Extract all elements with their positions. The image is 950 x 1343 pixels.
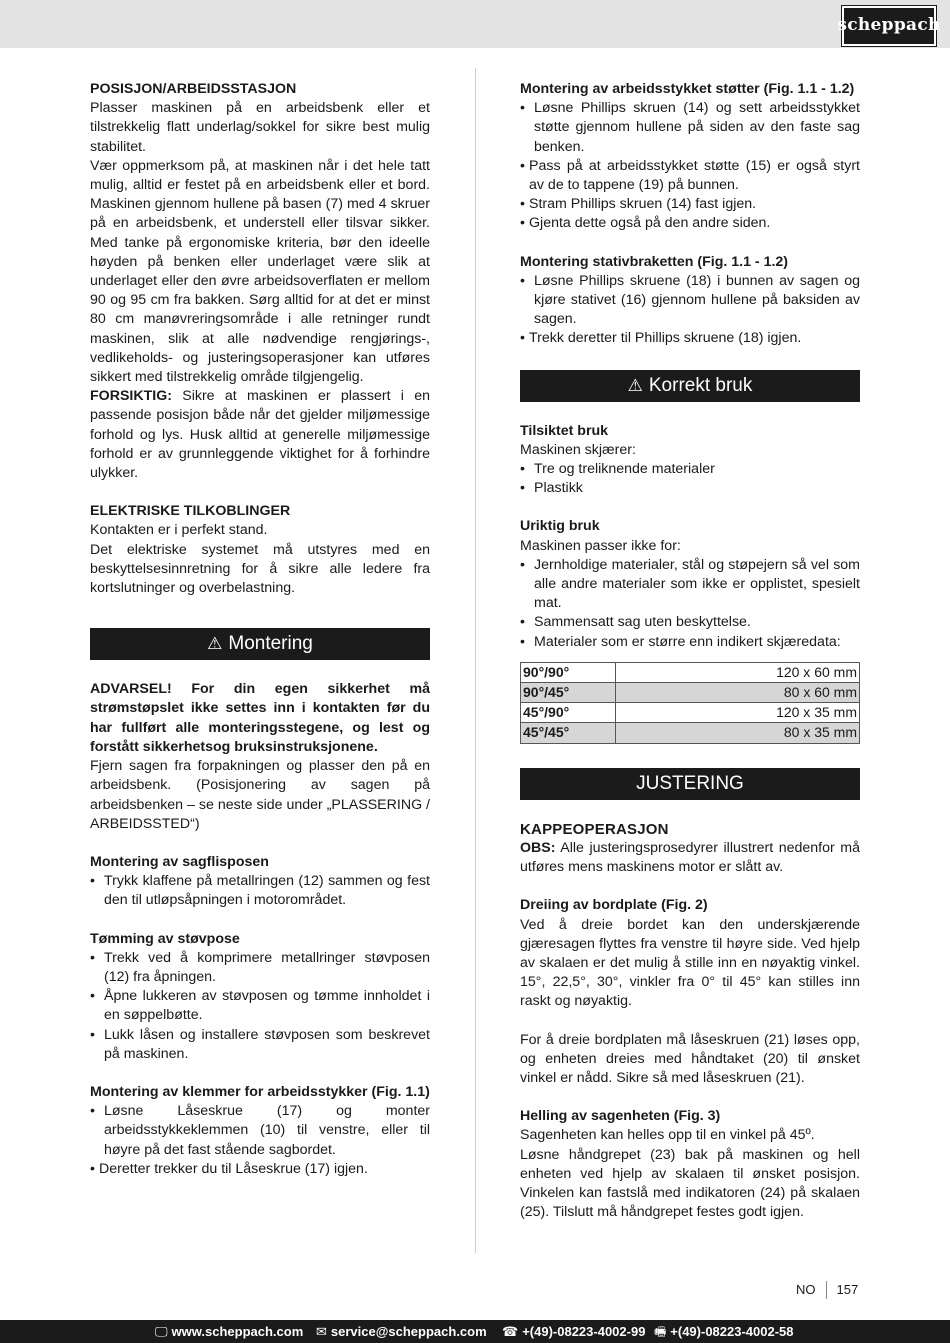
- section-title-electrical: ELEKTRISKE TILKOBLINGER: [90, 503, 291, 520]
- warning-paragraph: ADVARSEL! For din egen sikkerhet må strømstøpslet ikke settes inn i kontakten før du har fullført alle monteringsstegene, og lest og forstått sikkerhetsog bruksinstruksjonene.: [90, 681, 430, 755]
- list-item: • Løsne Låseskrue (17) og monter arbeidsstykkeklemmen (10) til venstre, eller til høyre på det fast stående sagbordet.: [90, 1102, 430, 1160]
- section-title-kappe: KAPPEOPERASJON: [520, 820, 669, 838]
- table-cell-angle: 90°/90°: [521, 662, 616, 682]
- list-item: • Stram Phillips skruen (14) fast igjen.: [520, 195, 860, 214]
- bullet-list: [520, 329, 860, 348]
- list-item: • Løsne Phillips skruene (18) i bunnen av sagen og kjøre stativet (16) gjennom hullene på baksiden av sagen.: [520, 272, 860, 330]
- section-title-position: POSISJON/ARBEIDSSTASJON: [90, 81, 297, 97]
- section-title-sagflis: Montering av sagflisposen: [90, 853, 269, 870]
- obs-text: Alle justeringsprosedyrer illustrert nedenfor må utføres mens maskinens motor er slått av.: [520, 839, 860, 876]
- bullet-list: [520, 99, 860, 157]
- list-item: • Sammensatt sag uten beskyttelse.: [520, 613, 860, 632]
- bullet-list: [90, 1160, 430, 1179]
- footer-bar: [0, 1320, 950, 1343]
- table-cell-angle: 45°/45°: [521, 723, 616, 743]
- table-cell-angle: 90°/45°: [521, 683, 616, 703]
- footer-email[interactable]: ✉ service@scheppach.com: [316, 1324, 487, 1339]
- table-cell-size: 120 x 60 mm: [616, 662, 860, 682]
- warning-triangle-icon: ⚠: [207, 634, 223, 654]
- paragraph: Maskinen passer ikke for:: [520, 537, 681, 554]
- list-item: • Pass på at arbeidsstykket støtte (15) er også styrt av de to tappene (19) på bunnen.: [520, 157, 860, 195]
- paragraph: Det elektriske systemet må utstyres med en beskyttelsesinnretning for å sikre alle ledere fra kortslutninger og overbelastning.: [90, 541, 430, 597]
- bullet-list: [520, 460, 860, 498]
- right-column: [520, 80, 860, 1222]
- section-title-dreiing: Dreiing av bordplate (Fig. 2): [520, 897, 708, 914]
- caution-paragraph: [90, 387, 430, 483]
- paragraph: Vær oppmerksom på, at maskinen når i det hele tatt mulig, alltid er festet på en arbeidsbenk eller et bord. Maskinen gjennom hullene på basen (7) med 4 skruer på en arbeidsbenk, et understell eller tilsvar sikker. Med tanke på ergonomiske kriteria, bør den ideelle høyden på benken eller underlaget være slik at underlaget eller den øvre arbeidsoverflaten er mellom 90 og 95 cm fra bakken. Sørg alltid for at det er minst 80 cm manøvreringsområde i alle retninger rundt maskinen, slik at alle nødvendige rengjørings-, vedlikeholds- og justeringsoperasjoner kan utføres sikkert med tilstrekkelig område tilgjengelig.: [90, 157, 430, 386]
- list-item: • Jernholdige materialer, stål og støpejern så vel som alle andre materialer som ikke er opplistet, spesielt mat.: [520, 556, 860, 614]
- bullet-list: [90, 949, 430, 1064]
- bullet-list: [520, 272, 860, 330]
- list-item: • Plastikk: [520, 479, 860, 498]
- table-row: [521, 703, 860, 723]
- warning-triangle-icon: ⚠: [627, 375, 643, 395]
- scheppach-logo: scheppach: [842, 6, 936, 46]
- cutting-capacity-table: [520, 662, 860, 744]
- paragraph: Plasser maskinen på en arbeidsbenk eller et tilstrekkelig flatt underlag/sokkel for sikre best mulig stabilitet.: [90, 100, 430, 155]
- table-cell-size: 80 x 35 mm: [616, 723, 860, 743]
- table-row: [521, 662, 860, 682]
- monitor-icon: 🖵: [155, 1324, 168, 1339]
- paragraph: Løsne håndgrepet (23) bak på maskinen og hell enheten ved hjelp av skalaen til ønsket posisjon. Vinkelen kan fastslå med indikatoren (24) på skalaen (25). Tilslutt må håndgrepet festes godt igjen.: [520, 1146, 860, 1221]
- table-cell-size: 120 x 35 mm: [616, 703, 860, 723]
- divider: [826, 1281, 827, 1299]
- obs-label: OBS:: [520, 839, 556, 856]
- paragraph: Sagenheten kan helles opp til en vinkel på 45º.: [520, 1127, 815, 1144]
- fax-icon: 🖷: [654, 1324, 667, 1339]
- header-bar: [0, 0, 950, 48]
- banner-korrekt-bruk: [520, 370, 860, 402]
- section-title-uriktig: Uriktig bruk: [520, 518, 600, 535]
- table-row: [521, 683, 860, 703]
- list-item: • Trykk klaffene på metallringen (12) sammen og fest den til utløpsåpningen i motorområdet.: [90, 872, 430, 910]
- bullet-list: [520, 157, 860, 234]
- list-item: • Tre og treliknende materialer: [520, 460, 860, 479]
- phone-icon: ☎: [502, 1324, 519, 1339]
- list-item: • Åpne lukkeren av støvposen og tømme innholdet i en søppelbøtte.: [90, 987, 430, 1025]
- paragraph: Ved å dreie bordet kan den underskjærende gjæresagen flyttes fra venstre til høyre side. Ved hjelp av skalaen er det mulig å stille inn en nøyaktig vinkel. 15°, 22,5°, 30°, vinkler fra 0° til 45° kan stilles inn raskt og nøyaktig.: [520, 916, 860, 1010]
- list-item: • Gjenta dette også på den andre siden.: [520, 214, 860, 233]
- list-item: • Trekk ved å komprimere metallringer støvposen (12) fra åpningen.: [90, 949, 430, 987]
- table-cell-size: 80 x 60 mm: [616, 683, 860, 703]
- list-item: • Trekk deretter til Phillips skruene (18) igjen.: [520, 329, 860, 348]
- caution-text: Sikre at maskinen er plassert i en passende posisjon både når det gjelder miljømessige forhold og lys. Husk alltid at generelle miljømessige forhold er av grunnleggende viktighet for å forhindre ulykker.: [90, 388, 430, 482]
- page-number-value: 157: [836, 1282, 859, 1297]
- list-item: • Materialer som er større enn indikert skjæredata:: [520, 633, 860, 652]
- section-title-helling: Helling av sagenheten (Fig. 3): [520, 1108, 721, 1125]
- banner-montering: [90, 628, 430, 660]
- section-title-tilsiktet: Tilsiktet bruk: [520, 422, 609, 439]
- section-title-tomming: Tømming av støvpose: [90, 930, 240, 947]
- page-number: [796, 1280, 858, 1299]
- footer-website[interactable]: 🖵 www.scheppach.com: [155, 1324, 304, 1339]
- paragraph: Maskinen skjærer:: [520, 441, 636, 458]
- bullet-list: [90, 872, 430, 910]
- column-divider: [475, 68, 476, 1253]
- footer-phone[interactable]: ☎ +(49)-08223-4002-99: [502, 1324, 646, 1339]
- banner-title: Montering: [228, 633, 313, 655]
- paragraph: Fjern sagen fra forpakningen og plasser den på en arbeidsbenk. (Posisjonering av sagen på arbeidsbenken – se neste side under „PLASSERING / ARBEIDSSTED“): [90, 758, 430, 832]
- banner-title: Korrekt bruk: [648, 374, 753, 396]
- caution-label: FORSIKTIG:: [90, 388, 172, 405]
- banner-title: JUSTERING: [636, 772, 744, 794]
- section-title-klemmer: Montering av klemmer for arbeidsstykker (Fig. 1.1): [90, 1083, 430, 1100]
- language-code: NO: [796, 1282, 816, 1297]
- section-title-stativ: Montering stativbraketten (Fig. 1.1 - 1.2): [520, 253, 789, 270]
- table-cell-angle: 45°/90°: [521, 703, 616, 723]
- left-column: [90, 80, 430, 1179]
- bullet-list: [520, 556, 860, 652]
- paragraph: For å dreie bordplaten må låseskruen (21) løses opp, og enheten dreies med håndtaket (20) til ønsket vinkel er nådd. Sikre så med låseskruen (21).: [520, 1031, 860, 1086]
- table-row: [521, 723, 860, 743]
- list-item: • Lukk låsen og installere støvposen som beskrevet på maskinen.: [90, 1026, 430, 1064]
- obs-paragraph: [520, 839, 860, 877]
- list-item: • Løsne Phillips skruen (14) og sett arbeidsstykket støtte gjennom hullene på siden av den faste sag benken.: [520, 99, 860, 157]
- banner-justering: [520, 768, 860, 800]
- list-item: • Deretter trekker du til Låseskrue (17) igjen.: [90, 1160, 430, 1179]
- mail-icon: ✉: [316, 1324, 327, 1339]
- bullet-list: [90, 1102, 430, 1160]
- footer-fax[interactable]: 🖷 +(49)-08223-4002-58: [654, 1324, 794, 1339]
- paragraph: Kontakten er i perfekt stand.: [90, 522, 268, 539]
- section-title-stotte: Montering av arbeidsstykket støtter (Fig. 1.1 - 1.2): [520, 81, 855, 97]
